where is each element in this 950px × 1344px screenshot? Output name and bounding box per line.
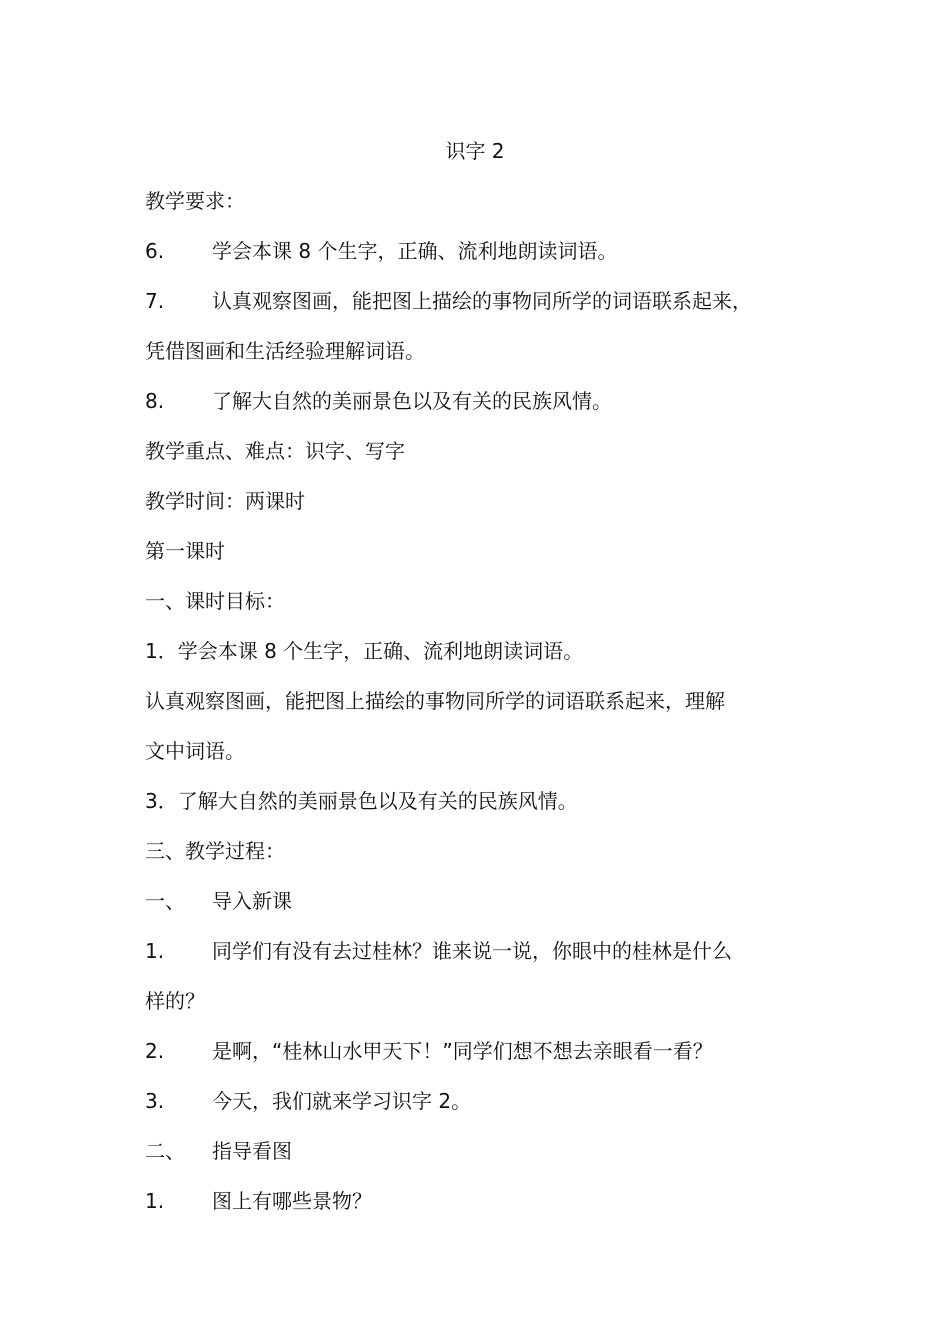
line-text: 认真观察图画，能把图上描绘的事物同所学的词语联系起来，理解: [145, 689, 725, 713]
line-text: 是啊，“桂林山水甲天下！”同学们想不想去亲眼看一看？: [212, 1039, 713, 1063]
line-text: 1．学会本课 8 个生字，正确、流利地朗读词语。: [145, 639, 584, 663]
paragraph-line: [145, 1086, 835, 1116]
document-title: 识字 2: [445, 139, 505, 163]
paragraph-line: [145, 686, 835, 716]
paragraph-line: [145, 386, 835, 416]
line-text: 三、教学过程：: [145, 839, 285, 863]
line-text: 图上有哪些景物？: [212, 1189, 372, 1213]
paragraph-line: [145, 436, 835, 466]
paragraph-line: [145, 986, 835, 1016]
line-text: 教学时间：两课时: [145, 489, 305, 513]
line-text: 了解大自然的美丽景色以及有关的民族风情。: [212, 389, 612, 413]
list-number: 一、: [145, 889, 185, 913]
line-text: 学会本课 8 个生字，正确、流利地朗读词语。: [212, 239, 618, 263]
paragraph-line: [145, 636, 835, 666]
line-text: 导入新课: [212, 889, 292, 913]
paragraph-line: [145, 1036, 835, 1066]
list-number: 1.: [145, 939, 165, 963]
paragraph-line: [145, 836, 835, 866]
line-text: 一、课时目标：: [145, 589, 285, 613]
paragraph-line: [145, 1136, 835, 1166]
line-text: 认真观察图画，能把图上描绘的事物同所学的词语联系起来，: [212, 289, 752, 313]
paragraph-line: [145, 736, 835, 766]
line-text: 第一课时: [145, 539, 225, 563]
line-text: 文中词语。: [145, 739, 245, 763]
paragraph-line: [145, 886, 835, 916]
paragraph-line: [145, 586, 835, 616]
paragraph-line: [145, 336, 835, 366]
line-text: 样的？: [145, 989, 205, 1013]
list-number: 6.: [145, 239, 165, 263]
list-number: 7.: [145, 289, 165, 313]
line-text: 今天，我们就来学习识字 2。: [212, 1089, 472, 1113]
list-number: 二、: [145, 1139, 185, 1163]
paragraph-line: [145, 786, 835, 816]
paragraph-line: [145, 236, 835, 266]
line-text: 同学们有没有去过桂林？谁来说一说，你眼中的桂林是什么: [212, 939, 732, 963]
paragraph-line: [145, 1186, 835, 1216]
paragraph-line: [145, 486, 835, 516]
paragraph-line: [145, 286, 835, 316]
line-text: 指导看图: [212, 1139, 292, 1163]
paragraph-line: [145, 536, 835, 566]
line-text: 3．了解大自然的美丽景色以及有关的民族风情。: [145, 789, 578, 813]
list-number: 8.: [145, 389, 165, 413]
paragraph-line: [145, 936, 835, 966]
list-number: 3.: [145, 1089, 165, 1113]
paragraph-line: [145, 186, 835, 216]
list-number: 2.: [145, 1039, 165, 1063]
line-text: 教学重点、难点：识字、写字: [145, 439, 405, 463]
line-text: 凭借图画和生活经验理解词语。: [145, 339, 425, 363]
list-number: 1.: [145, 1189, 165, 1213]
line-text: 教学要求：: [145, 189, 245, 213]
